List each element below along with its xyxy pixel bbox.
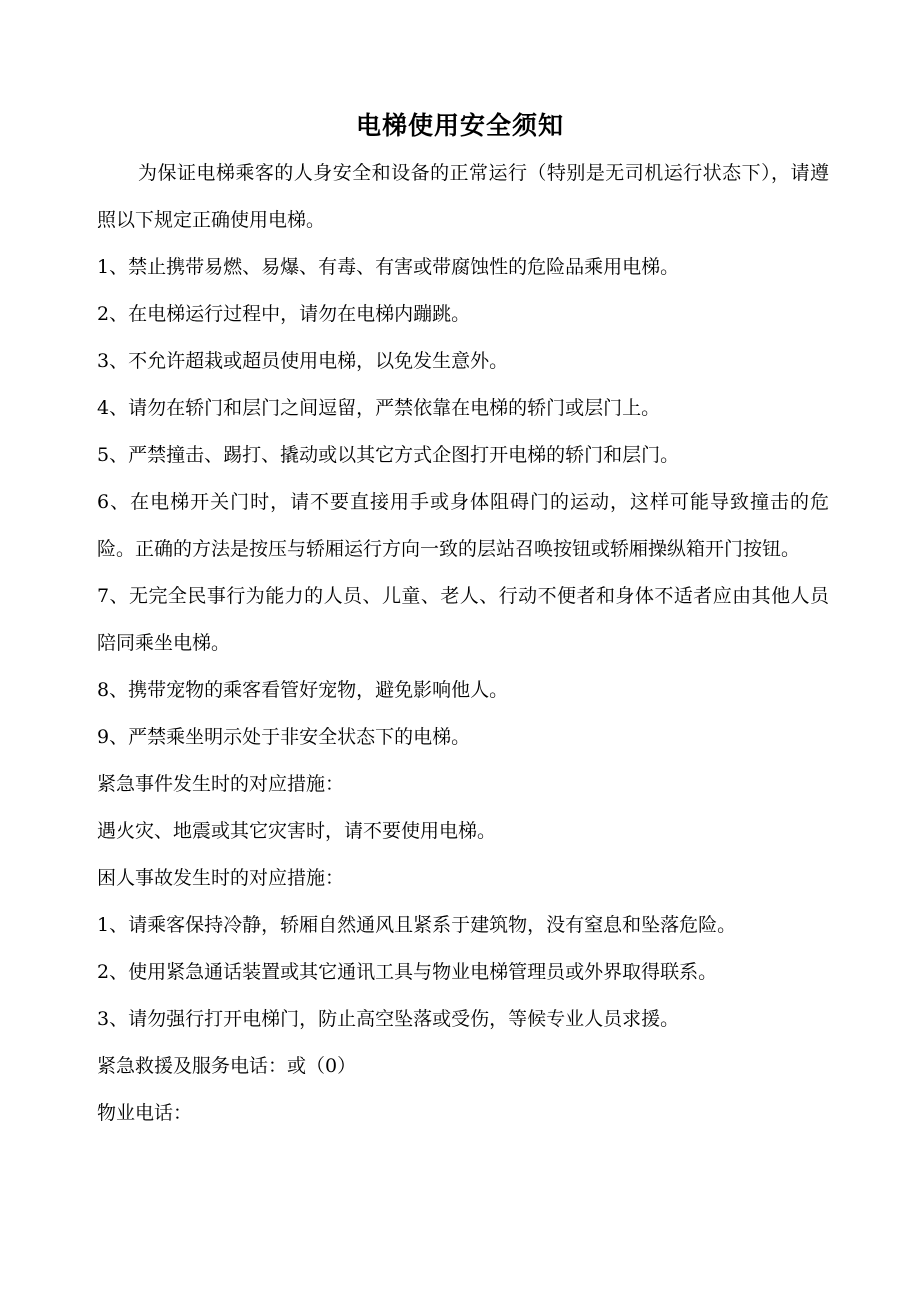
trapped-step-1: 1、请乘客保持冷静，轿厢自然通风且紧系于建筑物，没有窒息和坠落危险。 bbox=[97, 914, 737, 936]
rule-6: 6、在电梯开关门时，请不要直接用手或身体阻碍门的运动，这样可能导致撞击的危险。正确的方法是按压与轿厢运行方向一致的层站召唤按钮或轿厢操纵箱开门按钮。 bbox=[97, 491, 829, 560]
document-title: 电梯使用安全须知 bbox=[355, 111, 564, 140]
document-body bbox=[97, 150, 829, 1137]
intro-paragraph: 为保证电梯乘客的人身安全和设备的正常运行（特别是无司机运行状态下），请遵照以下规定正确使用电梯。 bbox=[97, 162, 829, 231]
property-phone-line: 物业电话： bbox=[97, 1102, 193, 1124]
trapped-step-2: 2、使用紧急通话装置或其它通讯工具与物业电梯管理员或外界取得联系。 bbox=[97, 961, 718, 983]
emergency-phone-line: 紧急救援及服务电话：或（0） bbox=[97, 1055, 357, 1077]
trapped-step-3: 3、请勿强行打开电梯门，防止高空坠落或受伤，等候专业人员求援。 bbox=[97, 1008, 680, 1030]
rule-1: 1、禁止携带易燃、易爆、有毒、有害或带腐蚀性的危险品乘用电梯。 bbox=[97, 256, 680, 278]
emergency-disaster-note: 遇火灾、地震或其它灾害时，请不要使用电梯。 bbox=[97, 820, 497, 842]
rule-7: 7、无完全民事行为能力的人员、儿童、老人、行动不便者和身体不适者应由其他人员陪同乘坐电梯。 bbox=[97, 585, 829, 654]
rule-4: 4、请勿在轿门和层门之间逗留，严禁依靠在电梯的轿门或层门上。 bbox=[97, 397, 661, 419]
rule-3: 3、不允许超栽或超员使用电梯，以免发生意外。 bbox=[97, 350, 509, 372]
rule-2: 2、在电梯运行过程中，请勿在电梯内蹦跳。 bbox=[97, 303, 471, 325]
rule-9: 9、严禁乘坐明示处于非安全状态下的电梯。 bbox=[97, 726, 471, 748]
rule-5: 5、严禁撞击、踢打、撬动或以其它方式企图打开电梯的轿门和层门。 bbox=[97, 444, 680, 466]
emergency-heading: 紧急事件发生时的对应措施： bbox=[97, 773, 345, 795]
rule-8: 8、携带宠物的乘客看管好宠物，避免影响他人。 bbox=[97, 679, 509, 701]
trapped-heading: 困人事故发生时的对应措施： bbox=[97, 867, 345, 889]
